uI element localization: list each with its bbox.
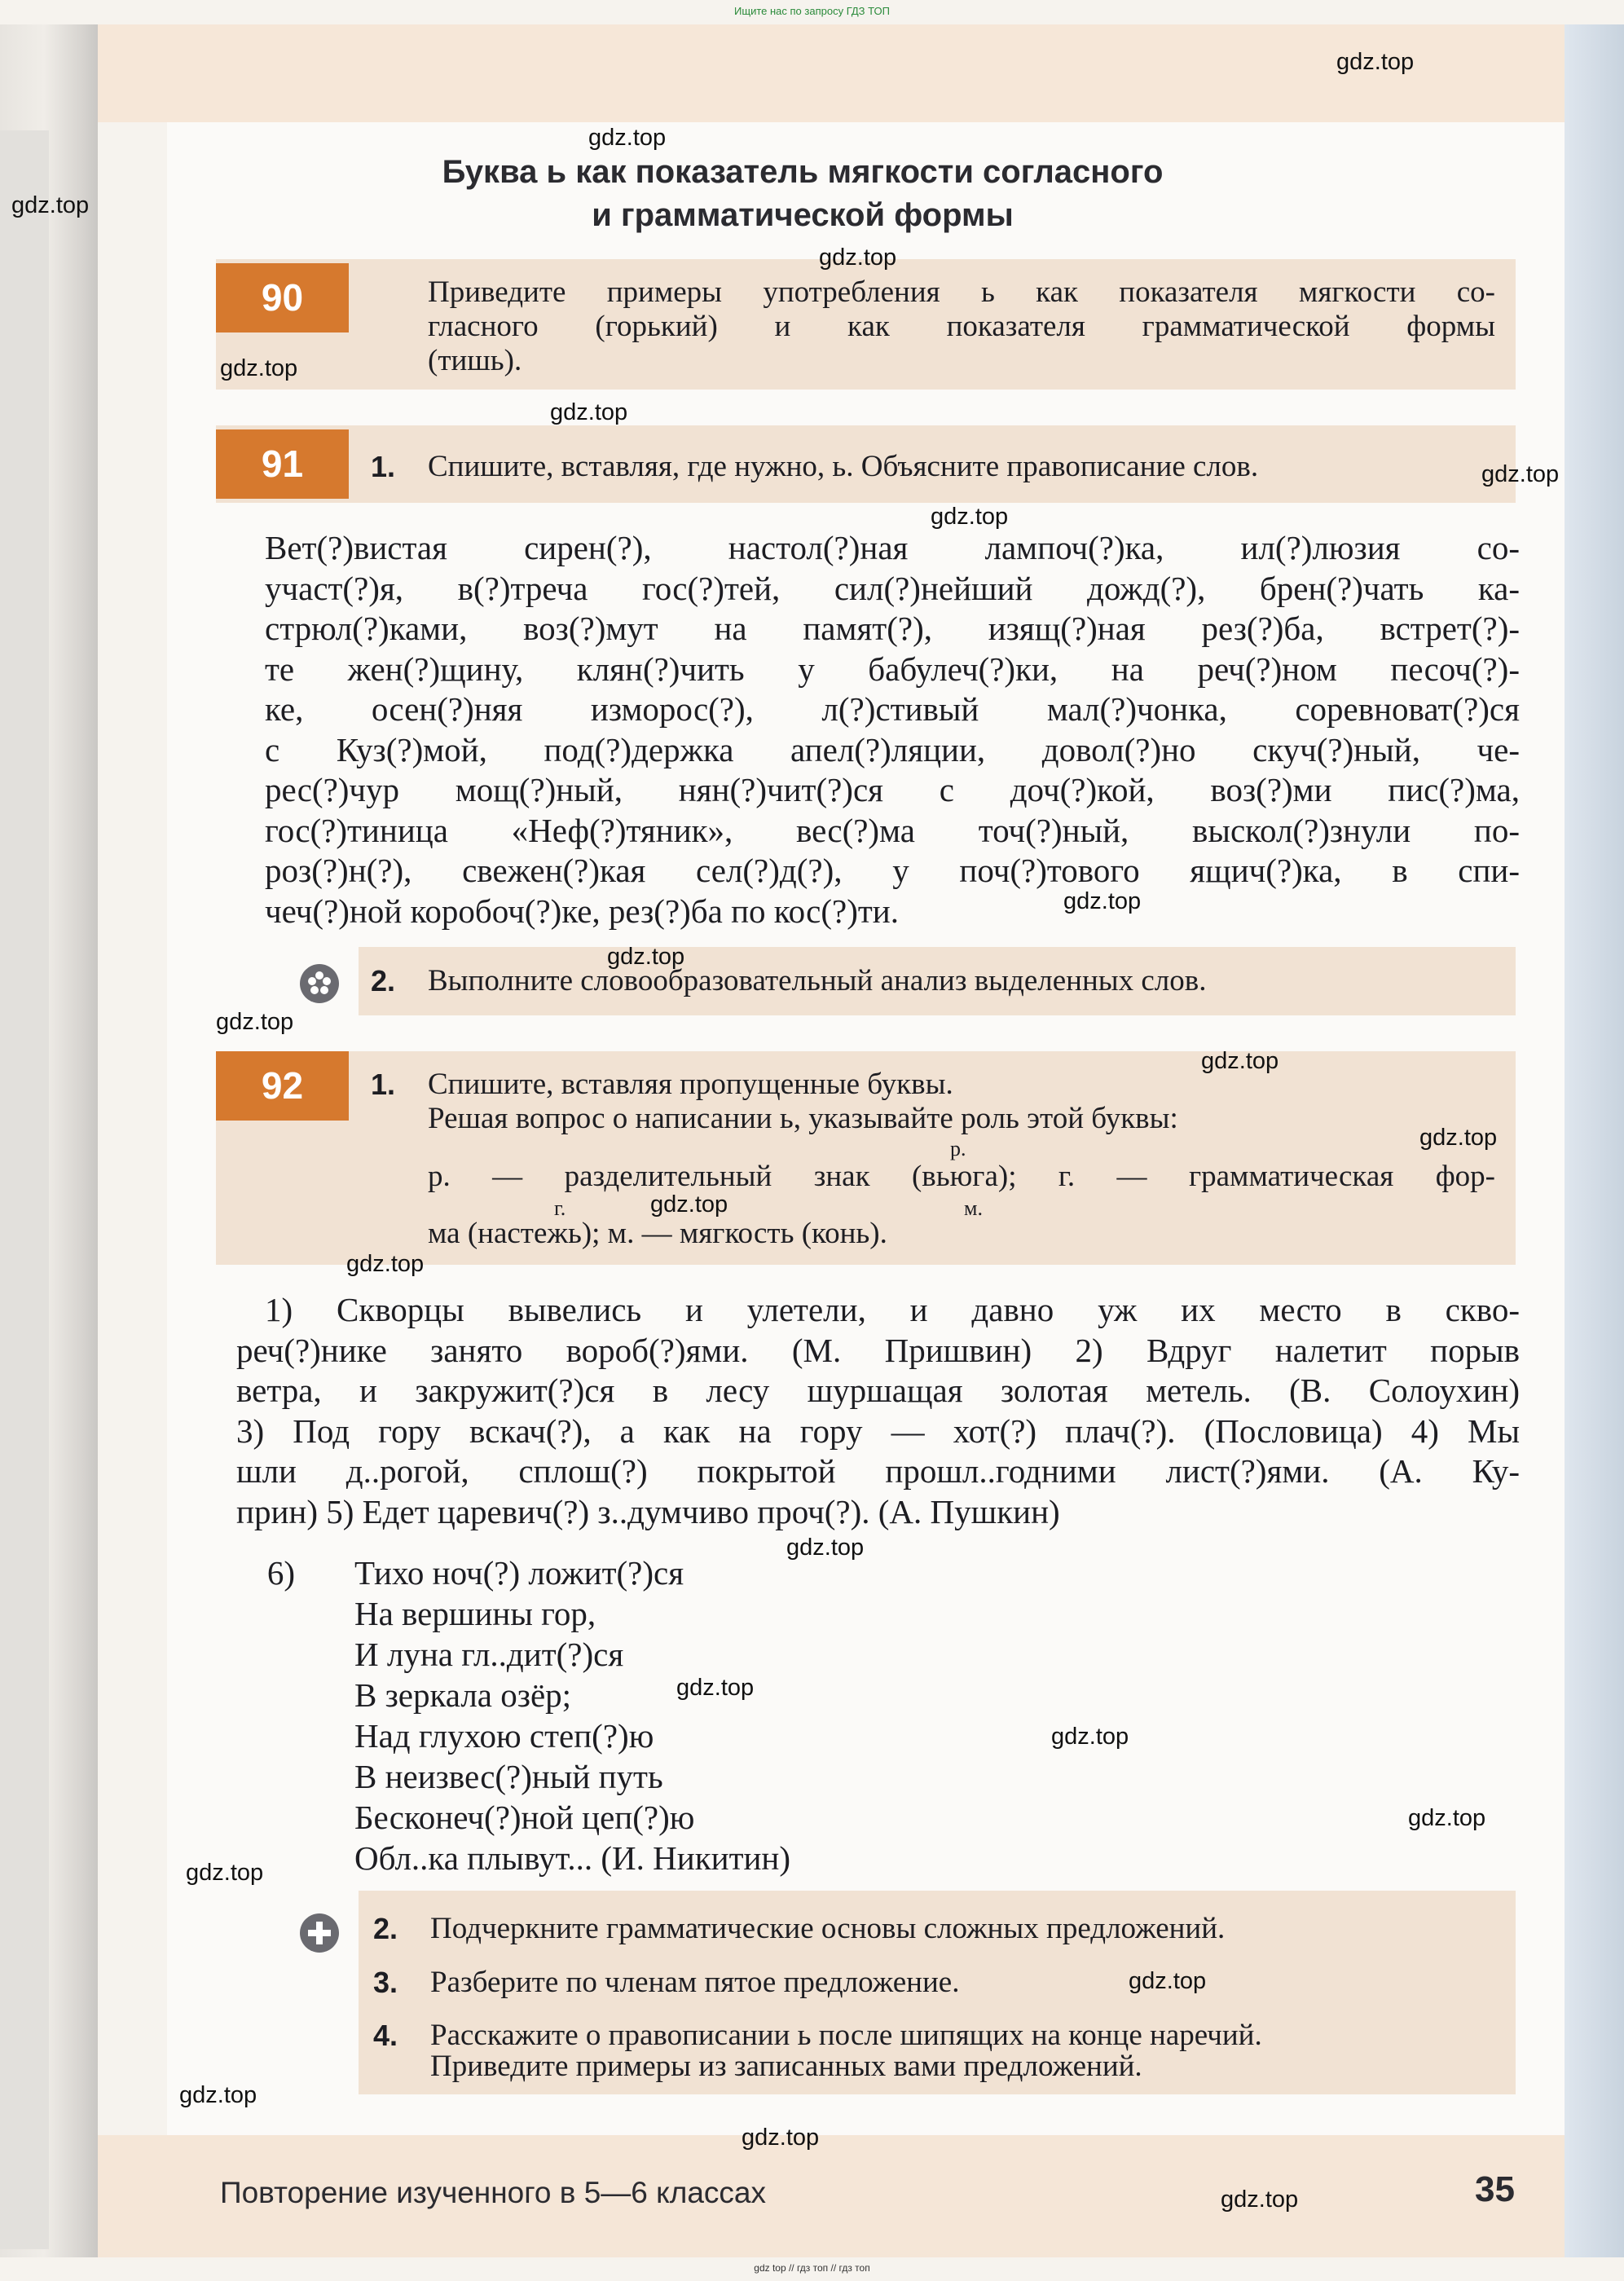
poem xyxy=(266,1552,791,1878)
exercise-91-body xyxy=(265,528,1520,931)
text-line: шли д..рогой, сплош(?) покрытой прошл..годними лист(?)ями. (А. Ку- xyxy=(236,1452,1520,1490)
exercise-number: 91 xyxy=(216,429,349,499)
text-line: прин) 5) Едет царевич(?) з..думчиво проч(?). (А. Пушкин) xyxy=(236,1492,1060,1530)
exercise-90-text xyxy=(428,275,1495,378)
poem-line: Тихо ноч(?) ложит(?)ся xyxy=(354,1554,684,1592)
task-number: 1. xyxy=(371,1068,396,1101)
asterisk-icon xyxy=(300,964,339,1003)
top-note: Ищите нас по запросу ГДЗ ТОП xyxy=(734,5,890,17)
title-line: Буква ь как показатель мягкости согласного xyxy=(442,154,1164,190)
text-line: ке, осен(?)няя изморос(?), л(?)стивый мал(?)чонка, соревноват(?)ся xyxy=(265,690,1520,728)
task-number: 2. xyxy=(373,1912,398,1945)
text-line: ма (настежь); м. — мягкость (конь). xyxy=(428,1217,887,1250)
watermark: gdz.top xyxy=(186,1860,264,1886)
watermark: gdz.top xyxy=(1221,2186,1299,2213)
watermark: gdz.top xyxy=(676,1675,755,1701)
watermark: gdz.top xyxy=(220,355,298,381)
left-page-shadow xyxy=(0,130,49,2249)
task-number: 4. xyxy=(373,2019,398,2052)
text-line: Вет(?)вистая сирен(?), настол(?)ная лампоч(?)ка, ил(?)люзия со- xyxy=(265,529,1520,566)
text-line: гос(?)тиница «Неф(?)тяник», вес(?)ма точ(?)ный, выскол(?)знули по- xyxy=(265,811,1520,849)
text-line: 1) Скворцы вывелись и улетели, и давно уж их место в скво- xyxy=(265,1291,1520,1328)
watermark: gdz.top xyxy=(1336,49,1415,75)
poem-number: 6) xyxy=(266,1554,295,1592)
task-text: Спишите, вставляя, где нужно, ь. Объясните правописание слов. xyxy=(428,450,1259,483)
watermark: gdz.top xyxy=(1408,1805,1486,1831)
text-line: ветра, и закружит(?)ся в лесу шуршащая золотая метель. (В. Солоухин) xyxy=(236,1372,1520,1409)
text-line: (тишь). xyxy=(428,344,522,377)
text-line: реч(?)нике занято вороб(?)ями. (М. Пришвин) 2) Вдруг налетит порыв xyxy=(236,1331,1520,1369)
text-line: роз(?)н(?), свежен(?)кая сел(?)д(?), у поч(?)тового ящич(?)ка, в спи- xyxy=(265,852,1520,889)
watermark: gdz.top xyxy=(550,399,628,425)
task-text: Подчеркните грамматические основы сложных предложений. xyxy=(430,1912,1226,1945)
watermark: gdz.top xyxy=(216,1009,294,1035)
poem-line: Обл..ка плывут... (И. Никитин) xyxy=(354,1839,791,1877)
watermark: gdz.top xyxy=(1481,461,1560,487)
exercise-92-body xyxy=(236,1290,1520,1532)
poem-line: Бесконеч(?)ной цеп(?)ю xyxy=(354,1799,695,1836)
watermark: gdz.top xyxy=(931,504,1009,530)
watermark: gdz.top xyxy=(346,1251,425,1277)
watermark: gdz.top xyxy=(742,2125,820,2151)
text-line: стрюл(?)ками, воз(?)мут на памят(?), изящ(?)ная рез(?)ба, встрет(?)- xyxy=(265,610,1520,647)
task-text: Разберите по членам пятое предложение. xyxy=(430,1966,960,1999)
text-line: 3) Под гору вскач(?), а как на гору — хот(?) плач(?). (Пословица) 4) Мы xyxy=(236,1411,1520,1450)
watermark: gdz.top xyxy=(786,1535,865,1561)
poem-line: На вершины гор, xyxy=(354,1595,596,1632)
watermark: gdz.top xyxy=(1419,1125,1498,1151)
watermark: gdz.top xyxy=(819,244,897,271)
text-line: чеч(?)ной коробоч(?)ке, рез(?)ба по кос(?)ти. xyxy=(265,892,899,930)
task-number: 2. xyxy=(371,964,396,997)
poem-line: Над глухою степ(?)ю xyxy=(354,1717,654,1755)
right-page-edge xyxy=(1565,24,1624,2257)
watermark: gdz.top xyxy=(179,2082,257,2108)
mark-m: м. xyxy=(964,1196,983,1220)
plus-icon xyxy=(300,1913,339,1953)
watermark: gdz.top xyxy=(588,125,667,151)
watermark: gdz.top xyxy=(1129,1968,1207,1994)
poem-line: И луна гл..дит(?)ся xyxy=(354,1636,624,1673)
mark-g: г. xyxy=(554,1196,566,1220)
watermark: gdz.top xyxy=(650,1191,728,1218)
exercise-number: 92 xyxy=(216,1051,349,1121)
watermark: gdz.top xyxy=(1201,1048,1279,1074)
text-line: участ(?)я, в(?)треча гос(?)тей, сил(?)нейший дожд(?), брен(?)чать ка- xyxy=(265,569,1520,607)
text-line: гласного (горький) и как показателя грамматической формы xyxy=(428,310,1495,343)
poem-line: В зеркала озёр; xyxy=(354,1676,572,1714)
task-text: Расскажите о правописании ь после шипящих на конце наречий. xyxy=(430,2019,1262,2052)
bottom-note: gdz top // гдз топ // гдз топ xyxy=(754,2262,870,2274)
mark-r: р. xyxy=(950,1137,966,1160)
text-line: Спишите, вставляя пропущенные буквы. xyxy=(428,1068,953,1101)
footer-title: Повторение изученного в 5—6 классах xyxy=(220,2176,767,2209)
watermark: gdz.top xyxy=(607,944,685,970)
title-line: и грамматической формы xyxy=(592,197,1014,233)
text-line: те жен(?)щину, клян(?)чить у бабулеч(?)ки, на реч(?)ном песоч(?)- xyxy=(265,650,1520,688)
text-line: р. — разделительный знак (вьюга); г. — грамматическая фор- xyxy=(428,1160,1495,1193)
task-number: 3. xyxy=(373,1966,398,1999)
text-line: Приведите примеры употребления ь как показателя мягкости со- xyxy=(428,275,1495,309)
task-number: 1. xyxy=(371,450,396,483)
page-number: 35 xyxy=(1475,2169,1515,2209)
watermark: gdz.top xyxy=(1051,1724,1129,1750)
exercise-number: 90 xyxy=(216,263,349,332)
text-line: Решая вопрос о написании ь, указывайте роль этой буквы: xyxy=(428,1102,1178,1135)
watermark: gdz.top xyxy=(1063,888,1142,914)
task-text: Приведите примеры из записанных вами предложений. xyxy=(430,2050,1142,2083)
task-text: Выполните словообразовательный анализ выделенных слов. xyxy=(428,964,1207,997)
text-line: с Куз(?)мой, под(?)держка апел(?)ляции, довол(?)но скуч(?)ный, че- xyxy=(265,730,1520,768)
page-title xyxy=(244,151,1361,237)
watermark: gdz.top xyxy=(11,192,90,218)
poem-line: В неизвес(?)ный путь xyxy=(354,1758,663,1795)
text-line: рес(?)чур мощ(?)ный, нян(?)чит(?)ся с доч(?)кой, воз(?)ми пис(?)ма, xyxy=(265,771,1520,808)
